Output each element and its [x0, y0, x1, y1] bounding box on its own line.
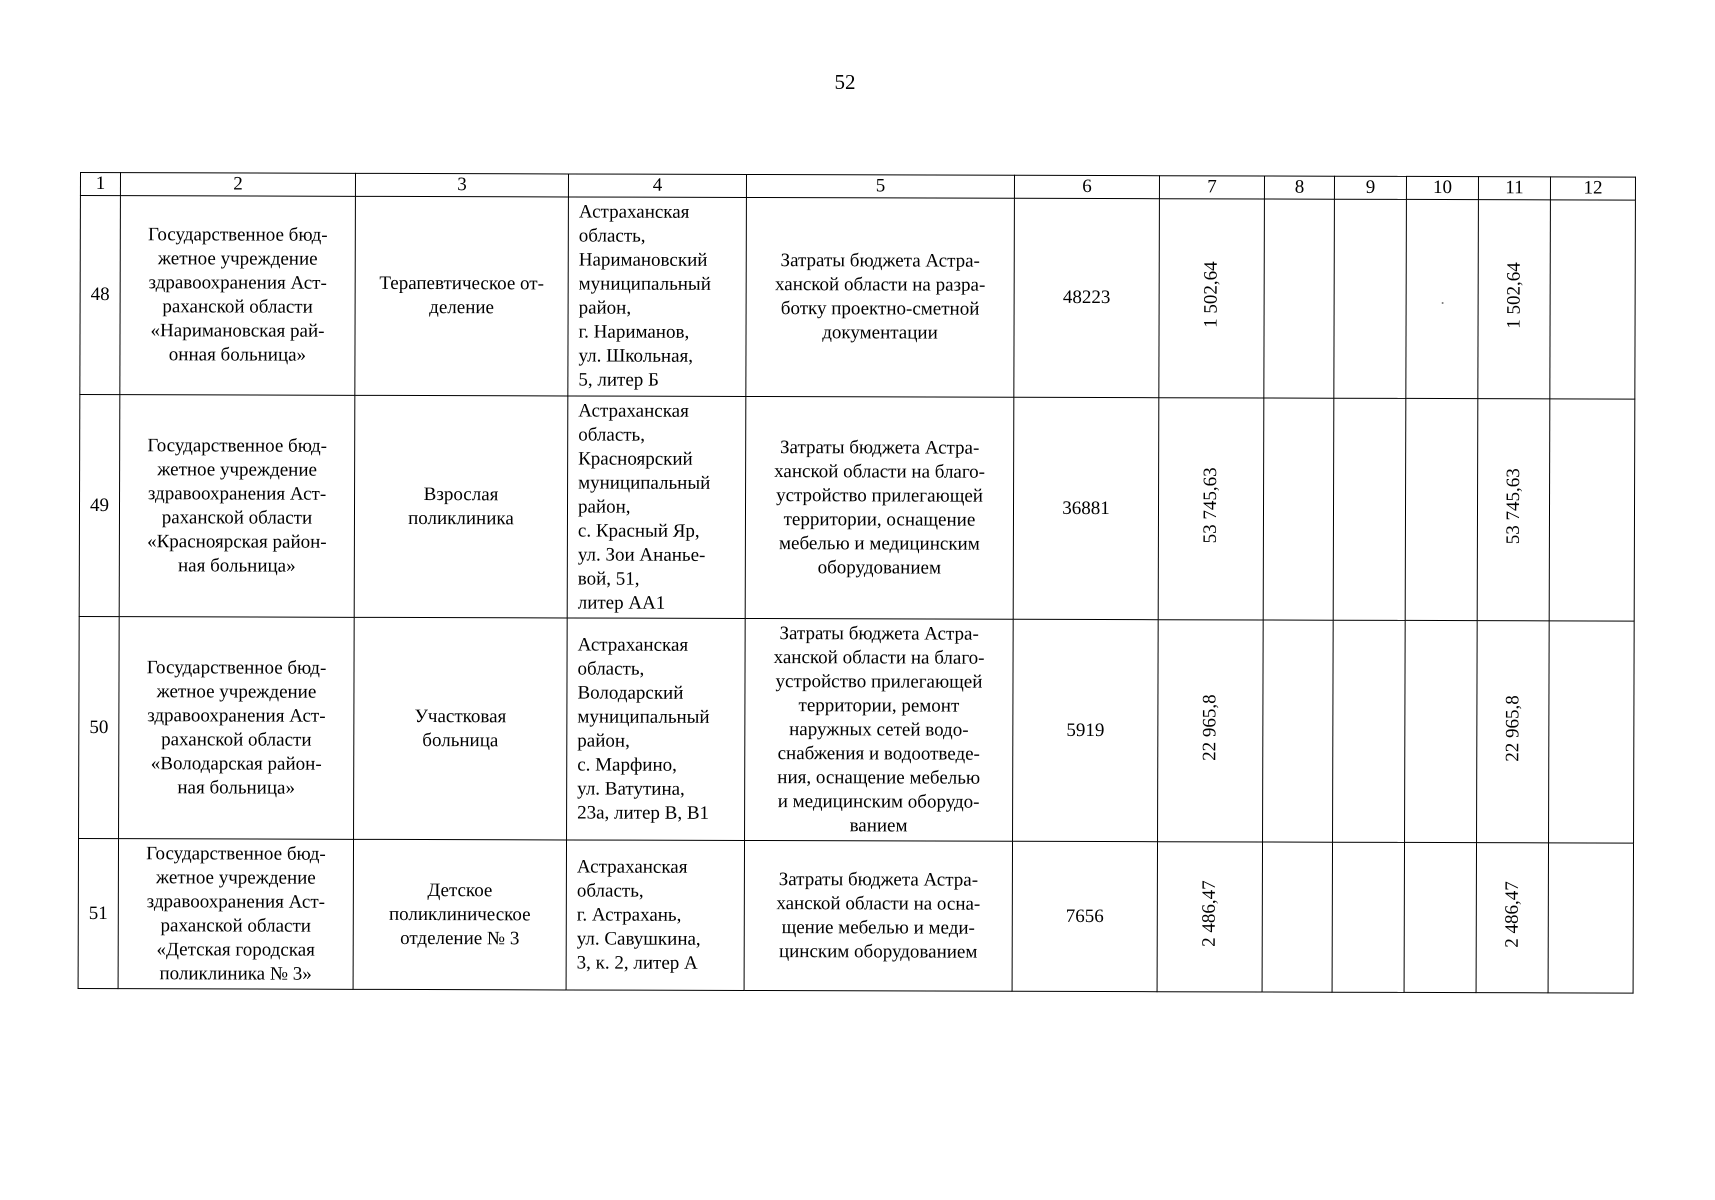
header-cell: 10 [1406, 176, 1478, 199]
investment-table [78, 172, 1636, 994]
header-cell: 6 [1014, 175, 1159, 198]
department-cell: Участковая больница [354, 617, 568, 840]
header-cell: 3 [355, 173, 568, 197]
empty-cell-col10 [1405, 398, 1478, 620]
header-cell: 4 [568, 174, 746, 198]
empty-cell-col9 [1333, 398, 1406, 620]
amount-value: 2 486,47 [1198, 880, 1220, 947]
empty-cell-col10 [1404, 842, 1476, 992]
institution-cell: Государственное бюд- жетное учреждение здравоохранения Аст- раханской области «Детская городская поликлиника № 3» [118, 839, 353, 990]
row-number: 48 [80, 196, 121, 395]
table-row [79, 616, 1635, 843]
purpose-cell: Затраты бюджета Астра- ханской области на благо- устройство прилегающей территории, ремонт наружных сетей водо- снабжения и водоотведе- ния, оснащение мебелью и медицинским оборудо- ванием [745, 618, 1014, 841]
header-cell: 2 [120, 173, 355, 197]
address-cell: Астраханская область, Красноярский муниципальный район, с. Красный Яр, ул. Зои Ананье- вой, 51, литер АА1 [567, 396, 746, 619]
purpose-cell: Затраты бюджета Астра- ханской области на осна- щение мебелью и меди- цинским оборудованием [744, 840, 1012, 991]
purpose-cell: Затраты бюджета Астра- ханской области на благо- устройство прилегающей территории, оснащение мебелью и медицинским оборудованием [745, 396, 1014, 619]
address-cell: Астраханская область, Володарский муниципальный район, с. Марфино, ул. Ватутина, 23а, литер В, В1 [567, 618, 746, 841]
amount-value: 53 745,63 [1199, 467, 1222, 544]
amount-cell-col11 [1477, 399, 1550, 621]
header-cell: 5 [746, 174, 1014, 198]
amount-cell-col11 [1478, 200, 1551, 399]
amount-cell-col7 [1157, 842, 1262, 992]
header-cell: 8 [1264, 176, 1334, 199]
header-cell: 12 [1550, 177, 1635, 200]
empty-cell-col8 [1262, 842, 1332, 992]
scan-dot [1441, 302, 1443, 304]
institution-cell: Государственное бюд- жетное учреждение здравоохранения Аст- раханской области «Володарская район- ная больница» [119, 617, 355, 840]
institution-cell: Государственное бюд- жетное учреждение здравоохранения Аст- раханской области «Красноярская район- ная больница» [119, 395, 355, 618]
empty-cell-col12 [1548, 843, 1633, 993]
department-cell: Терапевтическое от- деление [355, 196, 569, 396]
amount-value: 1 502,64 [1503, 262, 1525, 330]
amount-value: 22 965,8 [1501, 694, 1523, 762]
row-number: 50 [79, 616, 120, 838]
amount-cell-col11 [1477, 621, 1550, 843]
department-cell: Взрослая поликлиника [354, 395, 568, 618]
amount-value: 22 965,8 [1199, 694, 1221, 761]
institution-cell: Государственное бюд- жетное учреждение здравоохранения Аст- раханской области «Наримановская рай- онная больница» [120, 196, 356, 396]
code-cell: 5919 [1013, 619, 1159, 841]
amount-cell-col7 [1159, 199, 1265, 398]
amount-value: 2 486,47 [1501, 880, 1523, 948]
empty-cell-col10 [1405, 620, 1478, 842]
empty-cell-col10 [1406, 199, 1479, 398]
header-cell: 9 [1334, 176, 1406, 199]
row-number: 49 [79, 395, 120, 617]
address-cell: Астраханская область, Наримановский муниципальный район, г. Нариманов, ул. Школьная, 5, литер Б [568, 197, 747, 397]
empty-cell-col9 [1333, 620, 1406, 842]
table-row [80, 196, 1636, 400]
amount-value: 1 502,64 [1200, 261, 1222, 329]
code-cell: 36881 [1013, 397, 1159, 619]
header-cell: 7 [1159, 176, 1264, 199]
code-cell: 7656 [1012, 841, 1157, 991]
amount-value: 53 745,63 [1502, 468, 1524, 545]
empty-cell-col9 [1334, 199, 1407, 398]
amount-cell-col7 [1158, 398, 1264, 620]
header-cell: 11 [1478, 177, 1550, 200]
code-cell: 48223 [1014, 198, 1160, 397]
row-number: 51 [78, 838, 118, 988]
amount-cell-col7 [1158, 620, 1264, 842]
empty-cell-col12 [1550, 200, 1636, 399]
empty-cell-col8 [1264, 199, 1335, 398]
purpose-cell: Затраты бюджета Астра- ханской области на разра- ботку проектно-сметной документации [746, 197, 1015, 397]
table-row [79, 395, 1635, 622]
empty-cell-col8 [1263, 398, 1334, 620]
department-cell: Детское поликлиническое отделение № 3 [353, 839, 566, 990]
empty-cell-col12 [1549, 621, 1635, 843]
empty-cell-col12 [1549, 399, 1635, 621]
empty-cell-col9 [1332, 842, 1404, 992]
empty-cell-col8 [1263, 620, 1334, 842]
address-cell: Астраханская область, г. Астрахань, ул. Савушкина, 3, к. 2, литер А [566, 840, 744, 991]
page-number: 52 [834, 70, 856, 94]
amount-cell-col11 [1476, 843, 1548, 993]
table-row [78, 838, 1633, 993]
header-cell: 1 [80, 173, 120, 196]
